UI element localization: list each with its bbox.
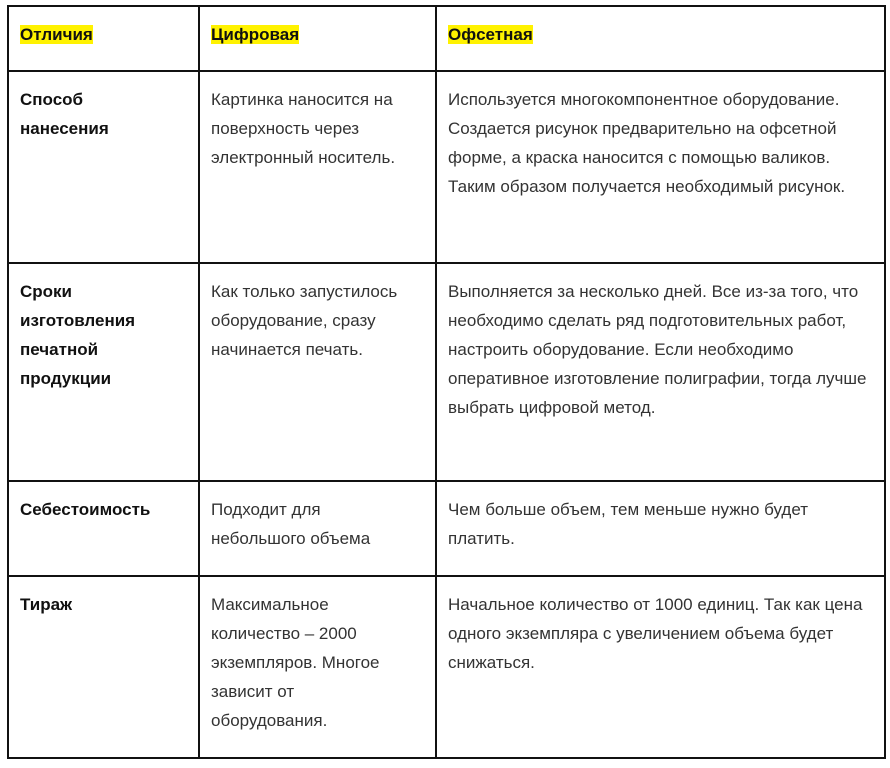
digital-cell: Максимальное количество – 2000 экземпляров. Многое зависит от оборудования.	[199, 576, 436, 758]
header-offset: Офсетная	[448, 25, 533, 44]
offset-cell: Выполняется за несколько дней. Все из-за того, что необходимо сделать ряд подготовительных работ, настроить оборудование. Если необходимо оперативное изготовление полиграфии, тогда лучше выбрать цифровой метод.	[436, 263, 885, 481]
row-label: Сроки изготовления печатной продукции	[8, 263, 199, 481]
header-digital: Цифровая	[211, 25, 300, 44]
digital-cell: Подходит для небольшого объема	[199, 481, 436, 576]
row-label: Себестоимость	[8, 481, 199, 576]
table-row	[8, 71, 885, 263]
digital-cell: Картинка наносится на поверхность через электронный носитель.	[199, 71, 436, 263]
comparison-table	[7, 5, 886, 759]
header-cell	[436, 6, 885, 71]
offset-cell: Используется многокомпонентное оборудование. Создается рисунок предварительно на офсетной форме, а краска наносится с помощью валиков. Таким образом получается необходимый рисунок.	[436, 71, 885, 263]
table-row	[8, 481, 885, 576]
row-label: Способ нанесения	[8, 71, 199, 263]
header-row	[8, 6, 885, 71]
header-cell	[199, 6, 436, 71]
header-differences: Отличия	[20, 25, 93, 44]
row-label: Тираж	[8, 576, 199, 758]
digital-cell: Как только запустилось оборудование, сразу начинается печать.	[199, 263, 436, 481]
table-row	[8, 576, 885, 758]
header-cell	[8, 6, 199, 71]
offset-cell: Начальное количество от 1000 единиц. Так как цена одного экземпляра с увеличением объема будет снижаться.	[436, 576, 885, 758]
offset-cell: Чем больше объем, тем меньше нужно будет платить.	[436, 481, 885, 576]
table-row	[8, 263, 885, 481]
